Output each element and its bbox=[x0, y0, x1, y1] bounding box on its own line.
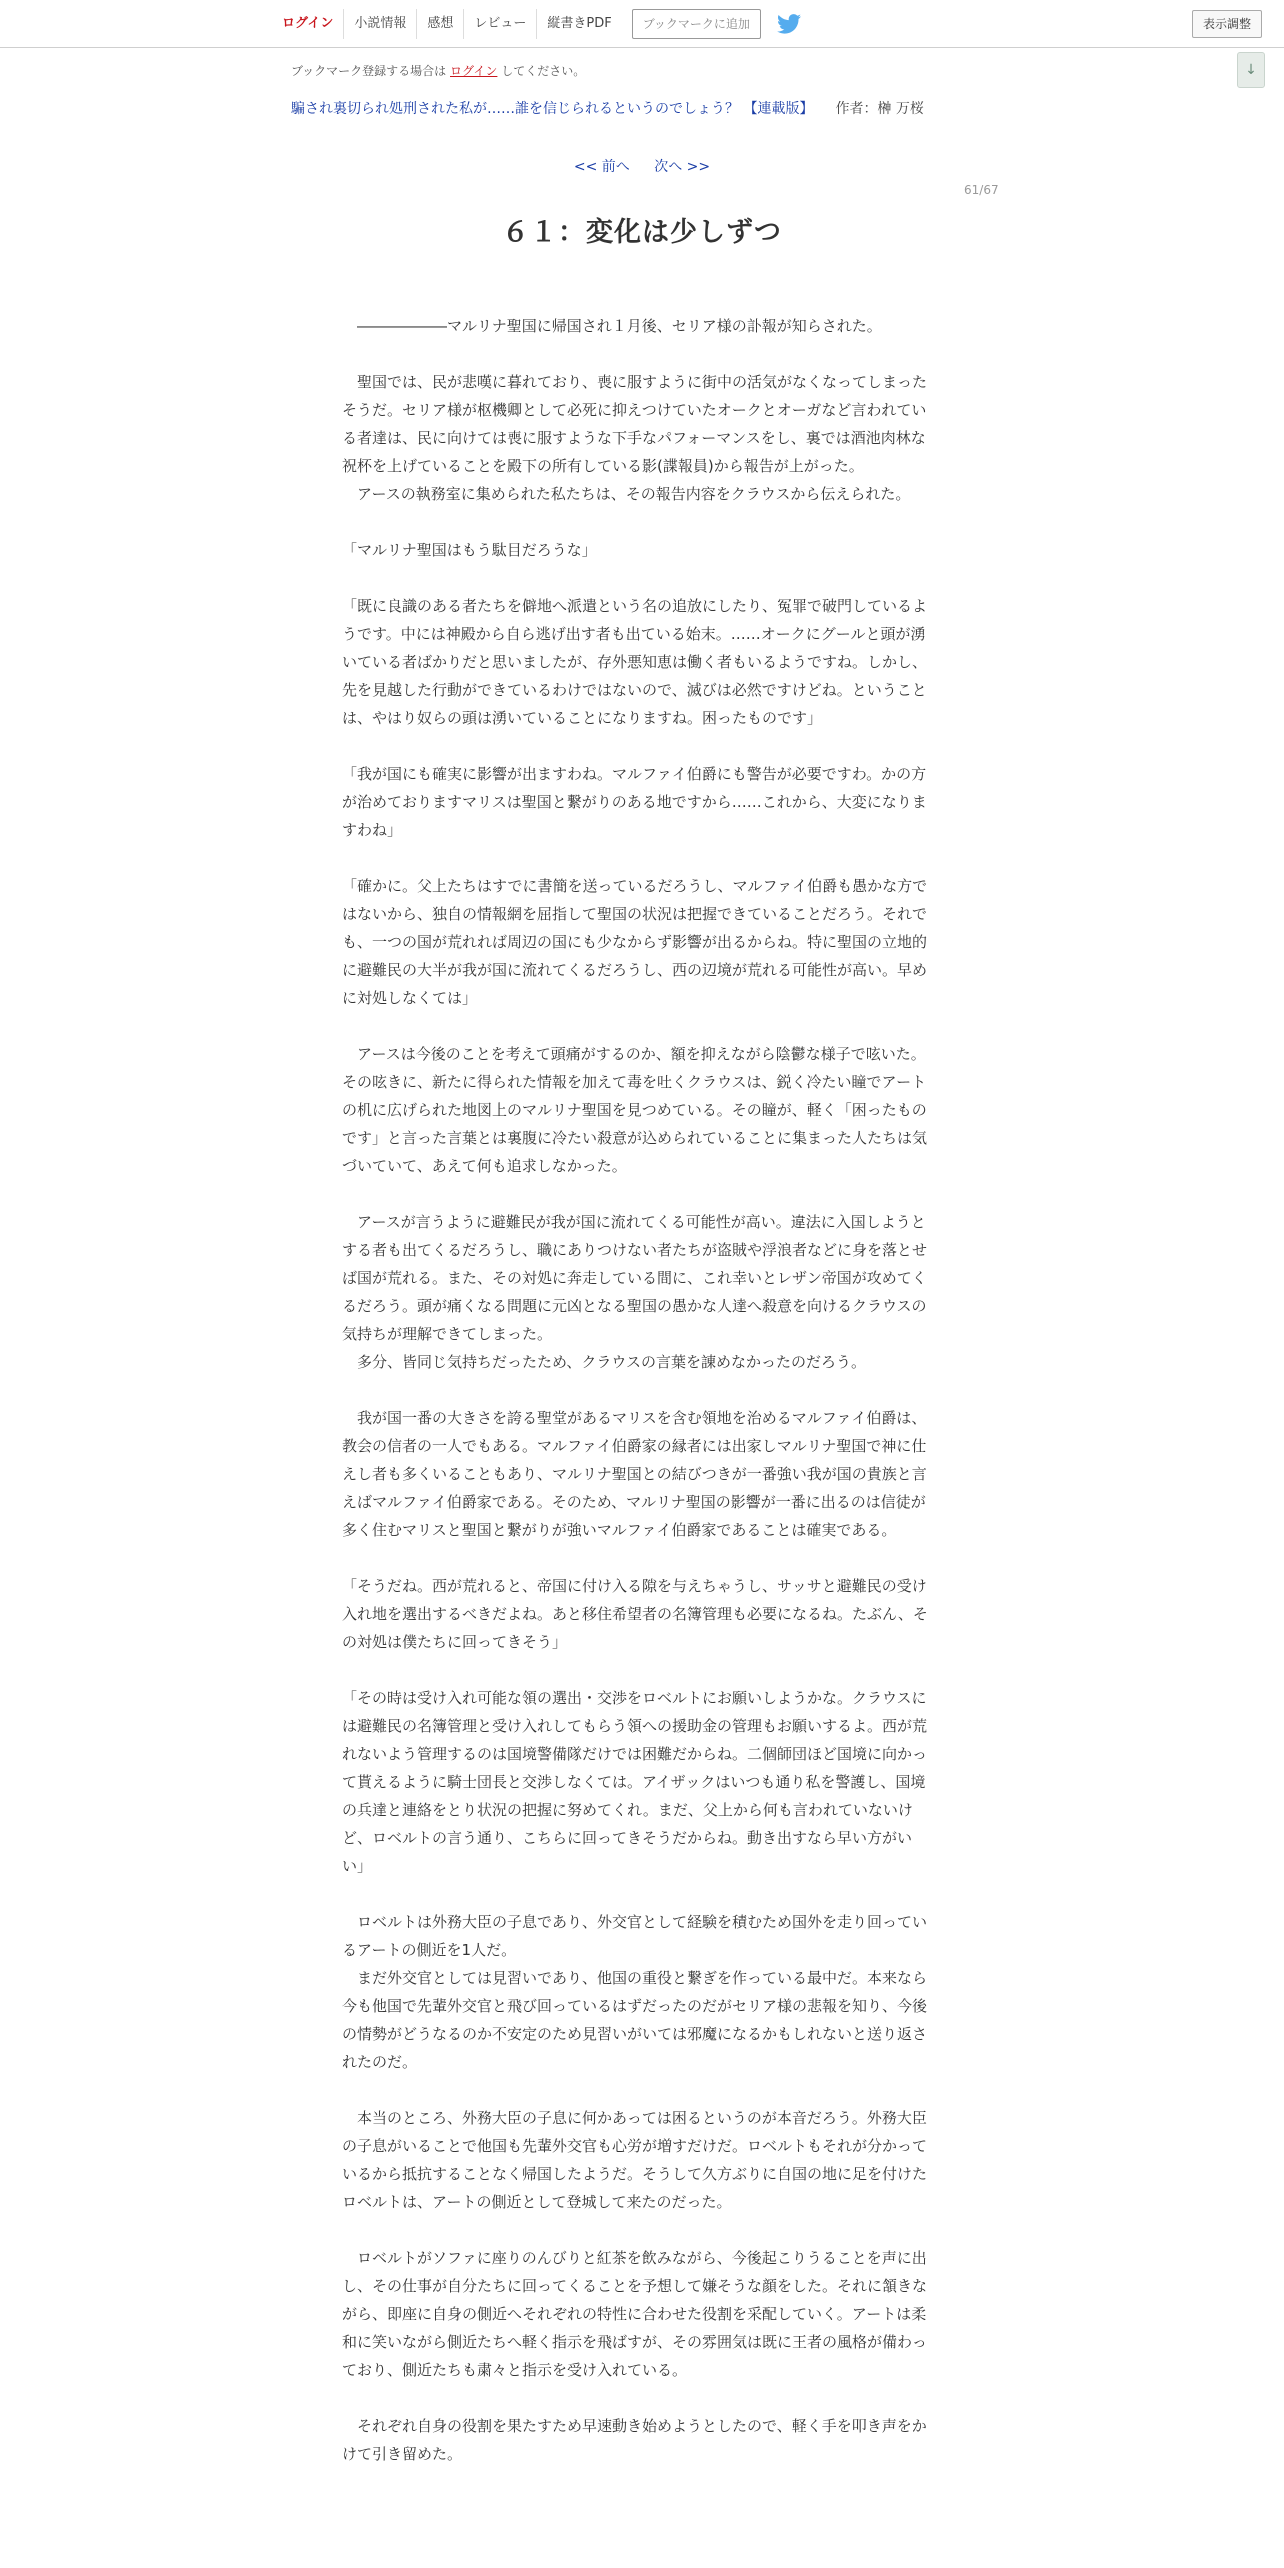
next-chapter-link[interactable]: 次へ >> bbox=[654, 159, 711, 175]
chapter-body bbox=[342, 312, 934, 2468]
blank-line bbox=[342, 1656, 934, 1684]
series-title-link[interactable]: 騙され裏切られ処刑された私が……誰を信じられるというのでしょう？ 【連載版】 bbox=[291, 101, 814, 117]
blank-line bbox=[342, 732, 934, 760]
nav-vertical-pdf[interactable]: 縦書きPDF bbox=[547, 16, 612, 31]
body-paragraph: 「そうだね。西が荒れると、帝国に付け入る隙を与えちゃうし、サッサと避難民の受け入れ地を選出するべきだよね。あと移住希望者の名簿管理も必要になるね。たぶん、その対処は僕たちに回ってきそう」 bbox=[342, 1577, 928, 1651]
chapter-title: ６１：変化は少しずつ bbox=[502, 217, 782, 248]
body-paragraph: アースは今後のことを考えて頭痛がするのか、額を抑えながら陰鬱な様子で呟いた。その呟きに、新たに得られた情報を加えて毒を吐くクラウスは、鋭く冷たい瞳でアートの机に広げられた地図上のマルリナ聖国を見つめている。その瞳が、軽く「困ったものです」と言った言葉とは裏腹に冷たい殺意が込められていることに集まった人たちは気づいていて、あえて何も追求しなかった。 bbox=[342, 1045, 928, 1175]
body-paragraph: 我が国一番の大きさを誇る聖堂があるマリスを含む領地を治めるマルファイ伯爵は、教会の信者の一人でもある。マルファイ伯爵家の縁者には出家しマルリナ聖国で神に仕えし者も多くいることもあり、マルリナ聖国との結びつきが一番強い我が国の貴族と言えばマルファイ伯爵家である。そのため、マルリナ聖国の影響が一番に出るのは信徒が多く住むマリスと聖国と繋がりが強いマルファイ伯爵家であることは確実である。 bbox=[342, 1409, 927, 1539]
body-paragraph: 「その時は受け入れ可能な領の選出・交渉をロベルトにお願いしようかな。クラウスには避難民の名簿管理と受け入れしてもらう領への援助金の管理もお願いするよ。西が荒れないよう管理するのは国境警備隊だけでは困難だからね。二個師団ほど国境に向かって貰えるように騎士団長と交渉しなくては。アイザックはいつも通り私を警護し、国境の兵達と連絡をとり状況の把握に努めてくれ。まだ、父上から何も言われていないけど、ロベルトの言う通り、こちらに回ってきそうだからね。動き出すなら早い方がいい」 bbox=[342, 1689, 928, 1875]
series-header bbox=[291, 98, 924, 118]
author-info bbox=[835, 101, 923, 117]
blank-line bbox=[342, 844, 934, 872]
body-paragraph: それぞれ自身の役割を果たすため早速動き始めようとしたので、軽く手を叩き声をかけて引き留めた。 bbox=[342, 2417, 927, 2463]
chapter-pager bbox=[0, 156, 1284, 176]
bookmark-note-suffix: してください。 bbox=[501, 64, 586, 78]
main-nav bbox=[272, 9, 801, 39]
blank-line bbox=[342, 508, 934, 536]
nav-novel-info[interactable]: 小説情報 bbox=[344, 9, 417, 39]
body-paragraph: アースが言うように避難民が我が国に流れてくる可能性が高い。違法に入国しようとする者も出てくるだろうし、職にありつけない者たちが盗賊や浮浪者などに身を落とせば国が荒れる。また、その対処に奔走している間に、これ幸いとレザン帝国が攻めてくるだろう。頭が痛くなる問題に元凶となる聖国の愚かな人達へ殺意を向けるクラウスの気持ちが理解できてしまった。 bbox=[342, 1213, 928, 1343]
display-settings-button[interactable]: 表示調整 bbox=[1192, 10, 1262, 38]
body-paragraph: 「マルリナ聖国はもう駄目だろうな」 bbox=[342, 541, 597, 559]
blank-line bbox=[342, 1012, 934, 1040]
body-paragraph: 本当のところ、外務大臣の子息に何かあっては困るというのが本音だろう。外務大臣の子息がいることで他国も先輩外交官も心労が増すだけだ。ロベルトもそれが分かっているから抵抗することなく帰国したようだ。そうして久方ぶりに自国の地に足を付けたロベルトは、アートの側近として登城して来たのだった。 bbox=[342, 2109, 928, 2211]
body-paragraph: ――――――マルリナ聖国に帰国され１月後、セリア様の訃報が知らされた。 bbox=[342, 317, 882, 335]
prev-chapter-link[interactable]: << 前へ bbox=[573, 159, 630, 175]
blank-line bbox=[342, 1880, 934, 1908]
body-paragraph: ロベルトは外務大臣の子息であり、外交官として経験を積むため国外を走り回っているアートの側近を1人だ。 bbox=[342, 1913, 928, 1959]
blank-line bbox=[342, 340, 934, 368]
body-paragraph: 「既に良識のある者たちを僻地へ派遣という名の追放にしたり、冤罪で破門しているようです。中には神殿から自ら逃げ出す者も出ている始末。……オークにグールと頭が湧いている者ばかりだと思いましたが、存外悪知恵は働く者もいるようですね。しかし、先を見越した行動ができているわけではないので、滅びは必然ですけどね。ということは、やはり奴らの頭は湧いていることになりますね。困ったものです」 bbox=[342, 597, 928, 727]
blank-line bbox=[342, 1376, 934, 1404]
author-name: 榊 万桜 bbox=[877, 101, 924, 117]
blank-line bbox=[342, 1544, 934, 1572]
body-paragraph: アースの執務室に集められた私たちは、その報告内容をクラウスから伝えられた。 bbox=[342, 485, 911, 503]
blank-line bbox=[342, 564, 934, 592]
body-paragraph: ロベルトがソファに座りのんびりと紅茶を飲みながら、今後起こりうることを声に出し、その仕事が自分たちに回ってくることを予想して嫌そうな顔をした。それに頷きながら、即座に自身の側近へそれぞれの特性に合わせた役割を采配していく。アートは柔和に笑いながら側近たちへ軽く指示を飛ばすが、その雰囲気は既に王者の風格が備わっており、側近たちも粛々と指示を受け入れている。 bbox=[342, 2249, 928, 2379]
bookmark-note-prefix: ブックマーク登録する場合は bbox=[291, 64, 447, 78]
blank-line bbox=[342, 2384, 934, 2412]
bookmark-login-link[interactable]: ログイン bbox=[450, 64, 498, 78]
author-label: 作者： bbox=[835, 101, 878, 117]
blank-line bbox=[342, 1180, 934, 1208]
blank-line bbox=[342, 2076, 934, 2104]
top-bar bbox=[0, 0, 1284, 48]
body-paragraph: 「確かに。父上たちはすでに書簡を送っているだろうし、マルファイ伯爵も愚かな方ではないから、独自の情報網を屈指して聖国の状況は把握できていることだろう。それでも、一つの国が荒れれば周辺の国にも少なからず影響が出るからね。特に聖国の立地的に避難民の大半が我が国に流れてくるだろうし、西の辺境が荒れる可能性が高い。早めに対処しなくては」 bbox=[342, 877, 928, 1007]
body-paragraph: 多分、皆同じ気持ちだったため、クラウスの言葉を諌めなかったのだろう。 bbox=[342, 1353, 866, 1371]
nav-impressions[interactable]: 感想 bbox=[417, 9, 464, 39]
scroll-down-arrow-icon[interactable]: ↓ bbox=[1237, 52, 1265, 88]
body-paragraph: 聖国では、民が悲嘆に暮れており、喪に服すように街中の活気がなくなってしまったそうだ。セリア様が枢機卿として必死に抑えつけていたオークとオーガなど言われている者達は、民に向けては喪に服すような下手なパフォーマンスをし、裏では酒池肉林な祝杯を上げていることを殿下の所有している影(諜報員)から報告が上がった。 bbox=[342, 373, 928, 475]
add-bookmark-button[interactable]: ブックマークに追加 bbox=[632, 9, 761, 39]
nav-login[interactable]: ログイン bbox=[272, 9, 344, 39]
body-paragraph: まだ外交官としては見習いであり、他国の重役と繋ぎを作っている最中だ。本来なら今も他国で先輩外交官と飛び回っているはずだったのだがセリア様の悲報を知り、今後の情勢がどうなるのか不安定のため見習いがいては邪魔になるかもしれないと送り返されたのだ。 bbox=[342, 1969, 928, 2071]
body-paragraph: 「我が国にも確実に影響が出ますわね。マルファイ伯爵にも警告が必要ですわ。かの方が治めておりますマリスは聖国と繋がりのある地ですから……これから、大変になりますわね」 bbox=[342, 765, 927, 839]
bookmark-login-note bbox=[291, 62, 585, 79]
page-number: 61/67 bbox=[964, 183, 999, 197]
blank-line bbox=[342, 2216, 934, 2244]
nav-review[interactable]: レビュー bbox=[464, 9, 537, 39]
twitter-icon[interactable] bbox=[777, 14, 801, 34]
